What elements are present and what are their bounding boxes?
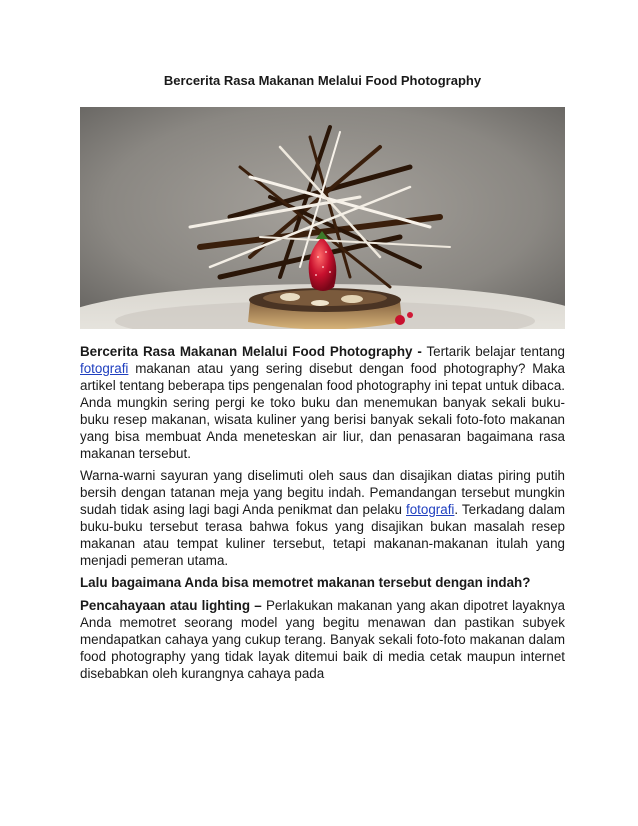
- second-text-b: . Terkadang dalam buku-buku tersebut terasa bahwa fokus yang disajikan bukan masalah resep makanan atau tempat kuliner tersebut, tetapi makanan-makanan itulah yang menjadi pemeran utama.: [80, 502, 565, 568]
- article-body: [80, 343, 565, 687]
- intro-lead: Bercerita Rasa Makanan Melalui Food Photography -: [80, 344, 422, 359]
- dessert-photo-image: [80, 107, 565, 329]
- document-title: Bercerita Rasa Makanan Melalui Food Photography: [163, 73, 482, 88]
- lighting-lead: Pencahayaan atau lighting –: [80, 598, 262, 613]
- question-heading: Lalu bagaimana Anda bisa memotret makanan tersebut dengan indah?: [80, 575, 531, 590]
- paragraph-lighting: [80, 597, 565, 682]
- fotografi-link-2[interactable]: fotografi: [406, 502, 455, 517]
- intro-text-a: Tertarik belajar tentang: [421, 344, 565, 359]
- fotografi-link-1[interactable]: fotografi: [80, 361, 129, 376]
- intro-text-b: makanan atau yang sering disebut dengan food photography? Maka artikel tentang beberapa tips pengenalan food photography ini tepat untuk dibaca. Anda mungkin sering pergi ke toko buku dan menemukan banyak sekali buku-buku resep makanan, wisata kuliner yang berisi banyak sekali foto-foto makanan yang bisa membuat Anda meneteskan air liur, dan penasaran bagaimana rasa makanan tersebut.: [80, 361, 565, 461]
- paragraph-intro: [80, 343, 565, 462]
- lighting-text: Perlakukan makanan yang akan dipotret layaknya Anda memotret seorang model yang begitu menawan dan pastikan subyek mendapatkan cahaya yang cukup terang. Banyak sekali foto-foto makanan dalam food photography yang tidak layak ditemui baik di media cetak maupun internet disebabkan oleh kurangnya cahaya pada: [80, 598, 565, 681]
- second-text-a: Warna-warni sayuran yang diselimuti oleh saus dan disajikan diatas piring putih bersih dengan tatanan meja yang begitu indah. Pemandangan tersebut mungkin sudah tidak asing lagi bagi Anda penikmat dan pelaku: [80, 468, 565, 517]
- paragraph-second: [80, 467, 565, 569]
